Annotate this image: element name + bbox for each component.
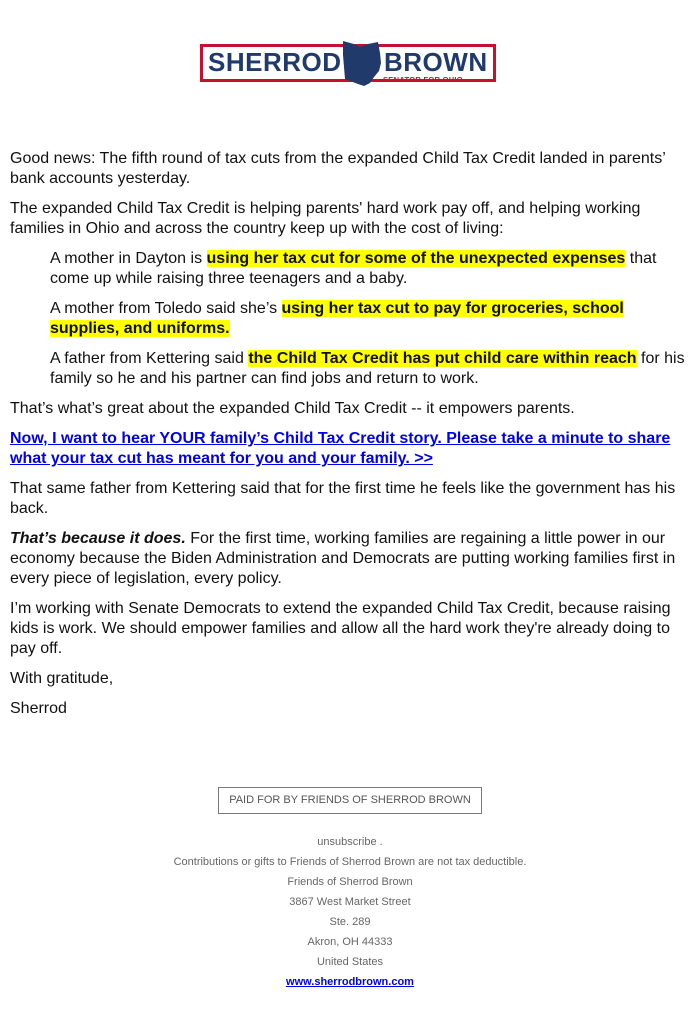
logo-first-name: SHERROD: [208, 47, 342, 77]
signature: Sherrod: [10, 700, 67, 717]
unsubscribe-link[interactable]: unsubscribe .: [317, 836, 383, 848]
emphasis-text: That’s because it does.: [10, 530, 186, 547]
address-country: United States: [316, 956, 384, 968]
address-city: Akron, OH 44333: [307, 936, 393, 948]
quote-dayton: [50, 249, 690, 289]
quote-toledo: [50, 299, 690, 339]
quote-kettering: [50, 349, 690, 389]
org-name: Friends of Sherrod Brown: [287, 876, 413, 888]
paragraph-empowers: That’s what’s great about the expanded Child Tax Credit -- it empowers parents.: [10, 400, 575, 417]
paragraph-father: That same father from Kettering said that for the first time he feels like the government has his back.: [10, 480, 676, 517]
paragraph-context: The expanded Child Tax Credit is helping parents' hard work pay off, and helping working families in Ohio and across the country keep up with the cost of living:: [10, 200, 641, 237]
paragraph-because: [10, 529, 690, 589]
quote-toledo-pre: A mother from Toledo said she’s: [50, 300, 282, 317]
quote-kettering-post: for his family so he and his partner can find jobs and return to work.: [50, 350, 685, 387]
quote-kettering-highlight: the Child Tax Credit has put child care within reach: [248, 350, 637, 367]
closing: With gratitude,: [10, 670, 114, 687]
paragraph-intro: Good news: The fifth round of tax cuts from the expanded Child Tax Credit landed in parents’ bank accounts yesterday.: [10, 150, 666, 187]
quote-dayton-post: that come up while raising three teenagers and a baby.: [50, 250, 657, 287]
tax-disclaimer: Contributions or gifts to Friends of Sherrod Brown are not tax deductible.: [173, 856, 527, 868]
ohio-state-icon: [340, 39, 384, 87]
paragraph-because-rest: For the first time, working families are regaining a little power in our economy because the Biden Administration and Democrats are putting working families first in every piece of legislation, every policy.: [10, 530, 676, 587]
address-street: 3867 West Market Street: [289, 896, 411, 908]
paragraph-senate: I’m working with Senate Democrats to extend the expanded Child Tax Credit, because raising kids is work. We should empower families and allow all the hard work they're already doing to pay off.: [10, 600, 671, 657]
quote-kettering-pre: A father from Kettering said: [50, 350, 249, 367]
logo-tagline: SENATOR FOR OHIO: [383, 75, 463, 84]
logo-last-name: BROWN: [384, 47, 488, 77]
sherrod-brown-logo: [200, 41, 500, 89]
share-story-link[interactable]: Now, I want to hear YOUR family’s Child Tax Credit story. Please take a minute to share what your tax cut has meant for you and your family. >>: [10, 430, 671, 467]
email-footer: [0, 729, 700, 992]
website-row: [0, 972, 700, 992]
quote-toledo-highlight: using her tax cut to pay for groceries, school supplies, and uniforms.: [50, 300, 624, 337]
email-body: [0, 149, 700, 719]
email-header: [0, 0, 700, 100]
paid-for-disclaimer: PAID FOR BY FRIENDS OF SHERROD BROWN: [218, 787, 482, 814]
address-suite: Ste. 289: [329, 916, 371, 928]
quote-dayton-pre: A mother in Dayton is: [50, 250, 207, 267]
website-link[interactable]: www.sherrodbrown.com: [286, 976, 414, 988]
quote-dayton-highlight: using her tax cut for some of the unexpected expenses: [206, 250, 626, 267]
cta-paragraph: [10, 429, 690, 469]
